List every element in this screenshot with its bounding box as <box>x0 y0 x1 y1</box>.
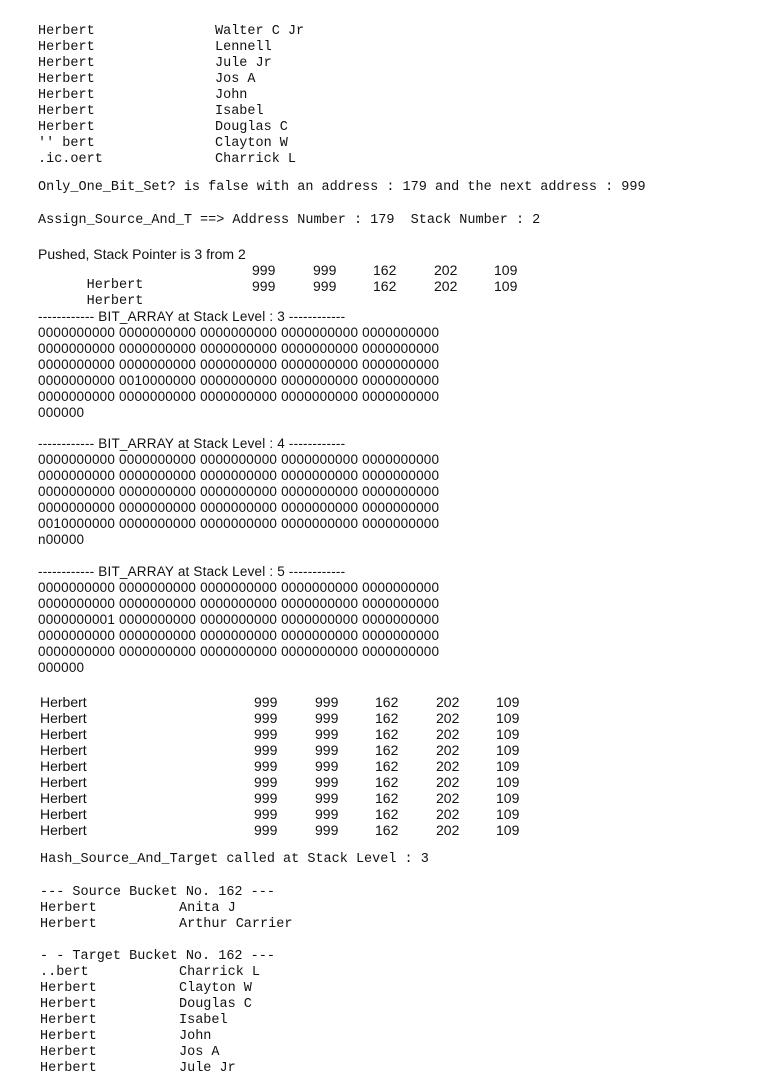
list-item <box>38 24 305 40</box>
list-item <box>40 901 236 917</box>
last-name: Herbert <box>40 1061 97 1076</box>
cell: 162 <box>375 774 399 790</box>
first-name: Anita J <box>179 901 236 916</box>
first-name: John <box>179 1029 212 1044</box>
cell: 202 <box>436 806 460 822</box>
bit-row: 0000000000 0000000000 0000000000 0000000000 0000000000 <box>38 596 440 611</box>
pushed-message: Pushed, Stack Pointer is 3 from 2 <box>38 246 246 262</box>
cell: 999 <box>315 710 339 726</box>
only-one-bit-message: Only_One_Bit_Set? is false with an address : 179 and the next address : 999 <box>38 180 646 195</box>
list-item <box>38 104 264 120</box>
cell: 202 <box>436 790 460 806</box>
table-row <box>40 790 520 806</box>
list-item <box>40 1029 212 1045</box>
cell: 109 <box>496 790 520 806</box>
last-name: Herbert <box>40 917 97 932</box>
cell: 999 <box>313 262 337 278</box>
last-name: Herbert <box>40 981 97 996</box>
bit-row: 0000000000 0000000000 0000000000 0000000000 0000000000 <box>38 644 440 659</box>
list-item <box>38 72 256 88</box>
first-name: John <box>215 88 248 103</box>
last-name: Herbert <box>38 40 95 55</box>
last-name: ..bert <box>40 965 89 980</box>
cell: 999 <box>252 262 276 278</box>
cell: 162 <box>373 262 397 278</box>
cell: 162 <box>375 758 399 774</box>
list-item <box>40 1045 220 1061</box>
target-bucket-header: - - Target Bucket No. 162 --- <box>40 949 275 964</box>
cell: 162 <box>375 806 399 822</box>
cell: 202 <box>436 742 460 758</box>
cell: 109 <box>496 774 520 790</box>
cell: 162 <box>375 710 399 726</box>
cell: 999 <box>315 758 339 774</box>
cell: 162 <box>375 822 399 838</box>
first-name: Charrick L <box>215 152 297 167</box>
cell: 202 <box>436 758 460 774</box>
first-name: Isabel <box>179 1013 228 1028</box>
bit-row: 0000000000 0000000000 0000000000 0000000000 0000000000 <box>38 357 440 372</box>
cell: 999 <box>315 806 339 822</box>
cell: 999 <box>254 726 278 742</box>
bit-row: 0000000000 0000000000 0000000000 0000000000 0000000000 <box>38 341 440 356</box>
cell: 999 <box>315 822 339 838</box>
cell: 162 <box>375 790 399 806</box>
row-name: Herbert <box>40 742 87 758</box>
bit-row: 0010000000 0000000000 0000000000 0000000000 0000000000 <box>38 516 440 531</box>
row-name: Herbert <box>86 294 144 309</box>
cell: 109 <box>496 822 520 838</box>
table-row <box>40 742 520 758</box>
bit-row: 000000 <box>38 660 85 675</box>
table-row <box>40 822 520 838</box>
cell: 109 <box>496 806 520 822</box>
cell: 999 <box>315 774 339 790</box>
bit-row: 0000000000 0000000000 0000000000 0000000000 0000000000 <box>38 628 440 643</box>
first-name: Charrick L <box>179 965 261 980</box>
bit-row: 0000000000 0000000000 0000000000 0000000000 0000000000 <box>38 468 440 483</box>
cell: 999 <box>254 710 278 726</box>
bit-row: 000000 <box>38 405 85 420</box>
bit-row: 0000000000 0000000000 0000000000 0000000000 0000000000 <box>38 484 440 499</box>
last-name: Herbert <box>38 56 95 71</box>
row-name: Herbert <box>40 790 87 806</box>
last-name: Herbert <box>38 120 95 135</box>
row-name: Herbert <box>40 726 87 742</box>
bit-row: 0000000000 0000000000 0000000000 0000000000 0000000000 <box>38 452 440 467</box>
list-item <box>38 56 272 72</box>
list-item <box>38 120 288 136</box>
table-row <box>40 806 520 822</box>
list-item <box>38 136 288 152</box>
first-name: Clayton W <box>179 981 252 996</box>
table-row <box>40 726 520 742</box>
list-item <box>38 40 272 56</box>
table-row <box>40 694 520 710</box>
cell: 202 <box>436 774 460 790</box>
cell: 999 <box>254 822 278 838</box>
cell: 202 <box>436 726 460 742</box>
bit-row: 0000000000 0000000000 0000000000 0000000000 0000000000 <box>38 389 440 404</box>
cell: 162 <box>375 742 399 758</box>
bit-row: 0000000000 0000000000 0000000000 0000000000 0000000000 <box>38 580 440 595</box>
row-name: Herbert <box>40 774 87 790</box>
last-name: Herbert <box>40 1045 97 1060</box>
cell: 999 <box>313 278 337 294</box>
hash-message: Hash_Source_And_Target called at Stack Level : 3 <box>40 852 429 867</box>
cell: 999 <box>254 806 278 822</box>
list-item <box>40 1061 236 1076</box>
last-name: .ic.oert <box>38 152 103 167</box>
last-name: Herbert <box>38 72 95 87</box>
cell: 999 <box>315 790 339 806</box>
cell: 999 <box>315 726 339 742</box>
last-name: Herbert <box>40 1029 97 1044</box>
cell: 202 <box>434 262 458 278</box>
bit-row: 0000000000 0010000000 0000000000 0000000000 0000000000 <box>38 373 440 388</box>
cell: 162 <box>375 694 399 710</box>
first-name: Douglas C <box>179 997 252 1012</box>
row-name: Herbert <box>40 806 87 822</box>
cell: 999 <box>254 742 278 758</box>
last-name: Herbert <box>40 1013 97 1028</box>
cell: 999 <box>254 774 278 790</box>
first-name: Jule Jr <box>215 56 272 71</box>
list-item <box>40 917 293 933</box>
first-name: Lennell <box>215 40 272 55</box>
cell: 999 <box>254 694 278 710</box>
cell: 109 <box>494 278 518 294</box>
list-item <box>40 1013 228 1029</box>
first-name: Walter C Jr <box>215 24 305 39</box>
list-item <box>40 981 252 997</box>
cell: 162 <box>373 278 397 294</box>
cell: 999 <box>252 278 276 294</box>
last-name: Herbert <box>40 901 97 916</box>
bit-row: n00000 <box>38 532 85 547</box>
row-name: Herbert <box>86 278 144 293</box>
cell: 109 <box>496 742 520 758</box>
cell: 202 <box>436 694 460 710</box>
bit-array-header: ------------ BIT_ARRAY at Stack Level : 3 ------------ <box>38 309 346 324</box>
last-name: Herbert <box>38 104 95 119</box>
cell: 999 <box>254 790 278 806</box>
table-row <box>40 710 520 726</box>
list-item <box>38 88 248 104</box>
cell: 999 <box>315 742 339 758</box>
cell: 202 <box>434 278 458 294</box>
row-name: Herbert <box>40 710 87 726</box>
table-row <box>40 774 520 790</box>
bit-array-header: ------------ BIT_ARRAY at Stack Level : 5 ------------ <box>38 564 346 579</box>
last-name: Herbert <box>38 24 95 39</box>
bit-row: 0000000001 0000000000 0000000000 0000000000 0000000000 <box>38 612 440 627</box>
list-item <box>40 997 252 1013</box>
bit-row: 0000000000 0000000000 0000000000 0000000000 0000000000 <box>38 325 440 340</box>
last-name: Herbert <box>40 997 97 1012</box>
cell: 999 <box>315 694 339 710</box>
assign-message: Assign_Source_And_T ==> Address Number : 179 Stack Number : 2 <box>38 213 541 228</box>
row-name: Herbert <box>40 758 87 774</box>
cell: 162 <box>375 726 399 742</box>
list-item <box>38 152 297 168</box>
last-name: Herbert <box>38 88 95 103</box>
table-row <box>40 758 520 774</box>
row-name: Herbert <box>40 822 87 838</box>
first-name: Clayton W <box>215 136 288 151</box>
first-name: Douglas C <box>215 120 288 135</box>
first-name: Jos A <box>215 72 256 87</box>
cell: 109 <box>494 262 518 278</box>
cell: 109 <box>496 710 520 726</box>
bit-row: 0000000000 0000000000 0000000000 0000000000 0000000000 <box>38 500 440 515</box>
cell: 109 <box>496 694 520 710</box>
first-name: Jos A <box>179 1045 220 1060</box>
source-bucket-header: --- Source Bucket No. 162 --- <box>40 885 275 900</box>
first-name: Arthur Carrier <box>179 917 293 932</box>
cell: 999 <box>254 758 278 774</box>
cell: 202 <box>436 710 460 726</box>
list-item <box>40 965 261 981</box>
bit-array-header: ------------ BIT_ARRAY at Stack Level : 4 ------------ <box>38 436 346 451</box>
cell: 109 <box>496 758 520 774</box>
cell: 202 <box>436 822 460 838</box>
cell: 109 <box>496 726 520 742</box>
first-name: Jule Jr <box>179 1061 236 1076</box>
row-name: Herbert <box>40 694 87 710</box>
first-name: Isabel <box>215 104 264 119</box>
last-name: '' bert <box>38 136 95 151</box>
